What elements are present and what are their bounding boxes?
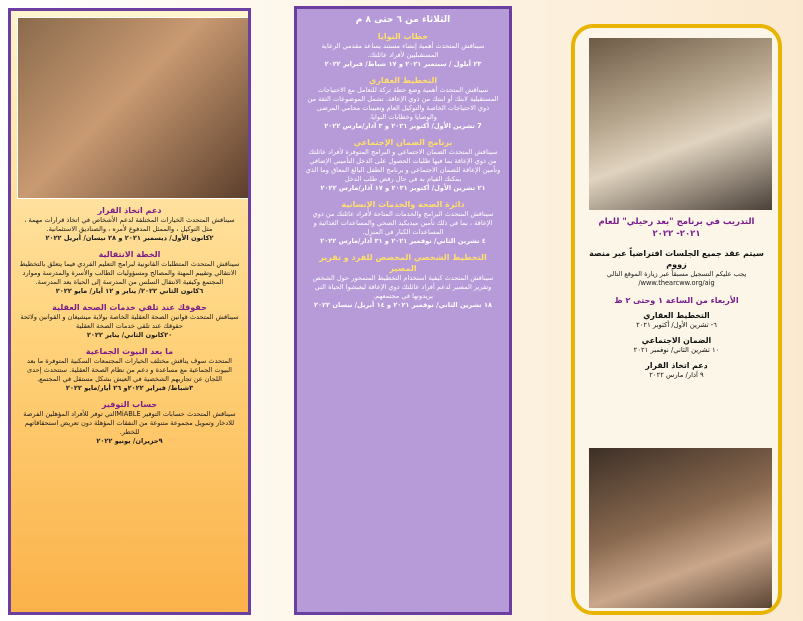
section-heading: الخطة الانتقالية bbox=[98, 250, 161, 259]
session-heading: دعم اتخاذ القرار bbox=[645, 361, 708, 370]
section-heading: ما بعد البيوت الجماعية bbox=[85, 347, 174, 356]
section-dates: ٩حزيران/ يونيو ٢٠٢٢ bbox=[96, 437, 163, 445]
section-dates: 7 تشرين الأول/ أكتوبر ٢٠٢١ و ٣ آذار/مارس ٢٠٢٢ bbox=[324, 122, 482, 130]
section-heading: دعم اتخاذ القرار bbox=[97, 206, 162, 215]
session-heading: الضمان الاجتماعي bbox=[641, 336, 712, 345]
left-content bbox=[19, 205, 240, 604]
middle-panel bbox=[294, 6, 512, 615]
section-body: سيناقش المتحدث البرامج والخدمات المتاحة لأفراد عائلتك من ذوي الإعاقة ، بما في ذلك تأمين ميديكيد الصحي والمساعدات الغذائية و المساعدات الكبار في المنزل. bbox=[312, 210, 494, 236]
zoom-notice: سيتم عقد جميع الجلسات افتراضياً عبر منصة زووم bbox=[589, 249, 764, 269]
section-social-security bbox=[305, 137, 501, 193]
middle-content bbox=[305, 15, 501, 606]
section-heading: خطاب النوايا bbox=[377, 32, 429, 41]
session-social-security bbox=[587, 336, 766, 355]
section-beyond-group-homes bbox=[19, 346, 240, 393]
session-heading: التخطيط العقاري bbox=[643, 311, 710, 320]
register-notice: يجب عليكم التسجيل مسبقاً عبر زيارة الموقع التالي bbox=[606, 270, 747, 278]
right-content bbox=[587, 216, 766, 380]
section-dates: ١٨ تشرين الثاني/ نوفمبر ٢٠٢١ و ١٤ أبريل/ نيسان ٢٠٢٢ bbox=[313, 301, 492, 309]
section-letter-of-intent bbox=[305, 31, 501, 69]
section-dates: ٢٣ أيلول / سبتمبر ٢٠٢١ و ١٧ شباط/ فبراير ٢٠٢٢ bbox=[324, 60, 482, 68]
session-date: ٦- تشرين الأول/ أكتوبر ٢٠٢١ bbox=[636, 321, 717, 329]
section-body: المتحدث سوف يناقش مختلف الخيارات المجتمعات السكنية المتوفرة ما بعد البيوت الجماعية مع مساعدة و دعم من نظام الصحة العقلية. ستتحدث إحدى اللجان عن تجاربهم الشخصية في العيش بشكل مستقل في المجتمع. bbox=[27, 357, 232, 383]
section-heading: برنامج الضمان الإجتماعي bbox=[353, 138, 453, 147]
program-title: التدريب في برنامج "بعد رحيلي" للعام ٢٠٢١- ٢٠٢٢ bbox=[598, 217, 755, 239]
section-mental-health-rights bbox=[19, 302, 240, 340]
section-dates: ٢٠كانون الثاني/ يناير ٢٠٢٢ bbox=[86, 331, 173, 339]
section-body: سيناقش المتحدث المتطلبات القانونية لبرامج التعليم الفردي فيما يتعلق بالتخطيط الانتقالي وتقييم المهنة والمصالح ومسؤوليات الطالب والأسرة والمدرسة وموارد المجتمع وكيفية الانتقال السلس من المدرسة إلى الحياة بعد المدرسة. bbox=[19, 260, 240, 286]
section-dates: ٦كانون الثاني ٢٠٢٢/ يناير و ١٢ أيار/ مايو ٢٠٢٢ bbox=[55, 287, 204, 295]
section-dates: ٤ تشرين الثاني/ نوفمبر ٢٠٢١ و ٣١ آذار/مارس ٢٠٢٢ bbox=[320, 237, 486, 245]
family-photo bbox=[589, 448, 772, 608]
section-body: سيناقش المتحدث كيفية استخدام التخطيط المتمحور حول الشخص وتقرير المصير لدعم أفراد عائلتك ذوي الإعاقة ليعيشوا الحياة التي يريدونها في مجتمعهم. bbox=[312, 274, 494, 300]
section-heading: حقوقك عند تلقي خدمات الصحة العقلية bbox=[52, 303, 207, 312]
session-time: الأربعاء من الساعة ١ وحتى ٢ ظ bbox=[614, 296, 739, 305]
section-person-centered-planning bbox=[305, 252, 501, 310]
session-date: ١٠ تشرين الثاني/ نوفمبر ٢٠٢١ bbox=[633, 346, 720, 354]
section-body: سيناقش المتحدث قوانين الصحة العقلية الخاصة بولاية ميشيغان و القوانين ولائحة حقوقك عند تلقي خدمات الصحة العقلية bbox=[20, 313, 239, 330]
section-dates: ٢كانون الأول/ ديسمبر ٢٠٢١ و ٢٨ نيسان/ أبريل ٢٠٢٢ bbox=[45, 234, 214, 242]
session-date: ٩ آذار/ مارس ٢٠٢٢ bbox=[649, 371, 704, 379]
section-transition-plan bbox=[19, 249, 240, 296]
left-panel bbox=[8, 8, 251, 615]
section-body: سيناقش المتحدث الخيارات المختلفة لدعم الأشخاص في اتخاذ قرارات مهمة ، مثل التوكيل ، والممثل المدفوع لأمره ، والصناديق الاستئمانية. bbox=[24, 216, 235, 233]
section-heading: دائرة الصحة والخدمات الإنسانية bbox=[341, 200, 465, 209]
wheelchair-boy-photo bbox=[589, 38, 772, 210]
section-body: سيناقش المتحدث أهمية إنشاء مستند يساعد مقدمي الرعاية المستقبليين لأفراد عائلتك. bbox=[321, 42, 485, 59]
section-body: سيناقش المتحدث أهمية وضع خطة تركة للتعامل مع الاحتياجات المستقبلية لابنك أو ابنتك من ذوي الإعاقة. تشمل الموضوعات الثقة من ذوي الاحتياجات الخاصة والتوكيل العام وتعيينات محامي المرضى والوصايا وخطابات النوايا. bbox=[307, 86, 499, 121]
session-estate-planning bbox=[587, 311, 766, 330]
section-dates: ٣شباط/ فبراير ٢٠٢٢و ٢٦ أيار/مايو ٢٠٢٢ bbox=[65, 384, 194, 392]
section-heading: التخطيط العقاري bbox=[368, 76, 438, 85]
section-body: سيناقش المتحدث الضمان الاجتماعي و البرامج المتوفرة لأفراد عائلتك من ذوي الإعاقة بما فيها طلبات الحصول على الدخل التأميني الإضافي وتأمين الإعاقة للضمان الاجتماعي و برنامج الطفل البالغ المعاق وما الذي يمكنك القيام به في حال رفض طلب الدخل bbox=[305, 148, 501, 183]
section-estate-planning bbox=[305, 75, 501, 131]
section-decision-support bbox=[19, 205, 240, 243]
section-savings-account bbox=[19, 399, 240, 446]
middle-title: الثلاثاء من ٦ حتى ٨ م bbox=[355, 15, 451, 25]
section-body: سيناقش المتحدث حسابات التوفير MiABLEالتي توفر للأفراد المؤهلين الفرصة للادخار وتمويل مجموعة متنوعة من النفقات المؤهلة دون تعريض استحقاقاتهم للخطر. bbox=[23, 410, 236, 436]
section-heading: التخطيط الشخصي المخصص للفرد و تقرير المصير bbox=[319, 253, 487, 273]
registration-url-link[interactable]: www.thearcww.org/aig/ bbox=[638, 279, 715, 287]
section-dates: ٢١ تشرين الأول/ أكتوبر ٢٠٢١ و ١٧ آذار/مارس ٢٠٢٢ bbox=[320, 184, 486, 192]
session-decision-support bbox=[587, 361, 766, 380]
section-heading: حساب التوفير bbox=[101, 400, 158, 409]
section-health-human-services bbox=[305, 199, 501, 246]
hugging-women-photo bbox=[17, 17, 250, 199]
right-panel bbox=[571, 24, 782, 615]
